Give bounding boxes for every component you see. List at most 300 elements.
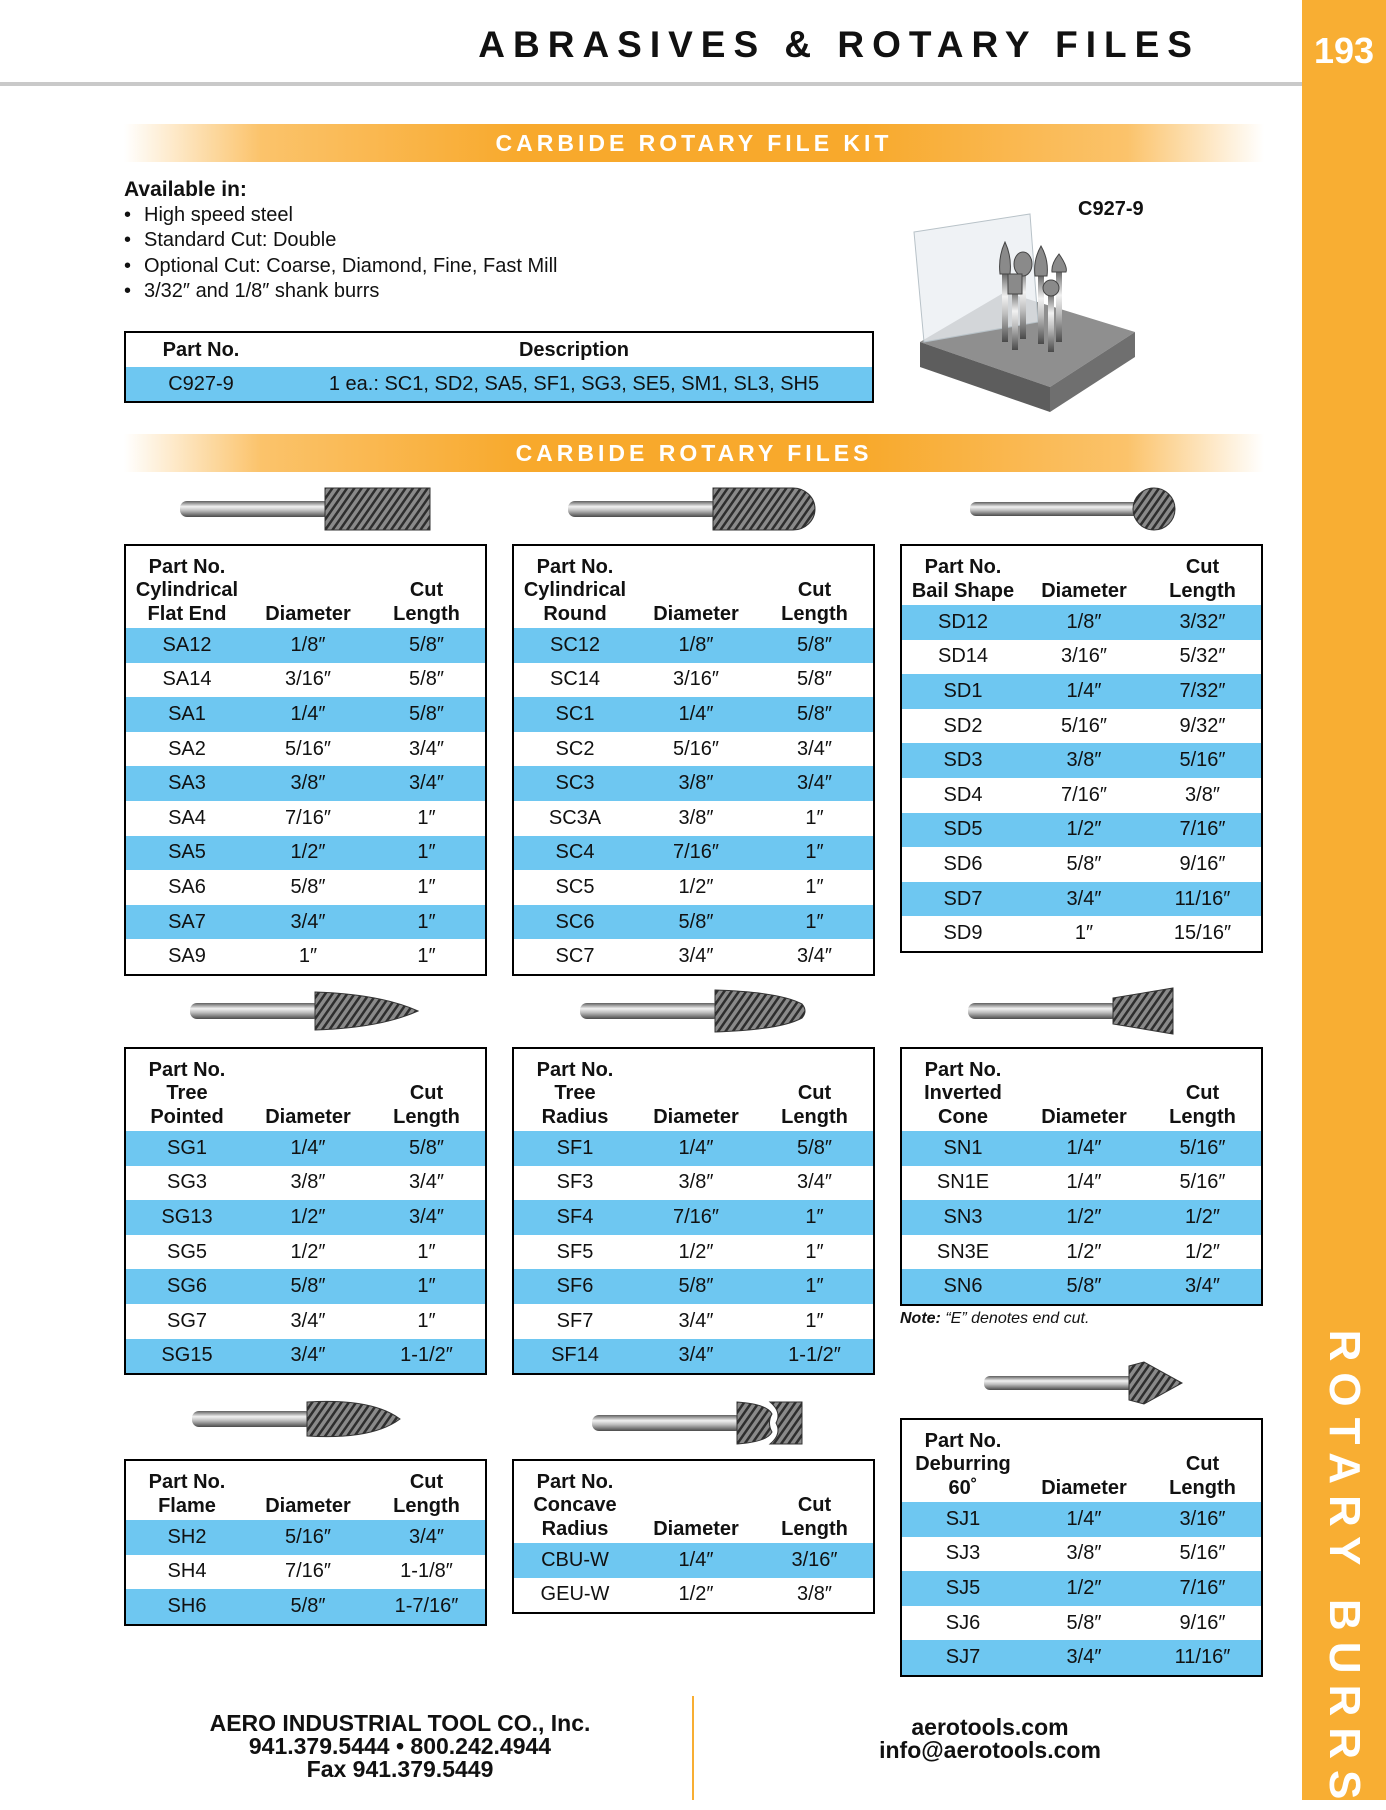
- cell-part: SG5: [166, 1240, 208, 1263]
- col-part-header: [126, 1471, 248, 1518]
- cylindrical-flat-end-burr-image: [180, 484, 440, 534]
- cell-part: SG3: [166, 1171, 208, 1194]
- table-row: [514, 697, 873, 732]
- cell-cut-length: 1-1/2″: [400, 1344, 453, 1367]
- kit-part-number: C927-9: [168, 372, 234, 395]
- table-row: [902, 1200, 1261, 1235]
- header-line: Length: [781, 602, 848, 625]
- header-rule: [0, 82, 1302, 86]
- availability-item: • Optional Cut: Coarse, Diamond, Fine, Fast Mill: [124, 254, 558, 280]
- cell-diameter: 3/16″: [672, 668, 719, 691]
- table-row: [902, 847, 1261, 882]
- cell-cut-length: 5/16″: [1179, 1542, 1226, 1565]
- col-diameter-header: Diameter: [265, 1494, 351, 1517]
- page-title: ABRASIVES & ROTARY FILES: [478, 24, 1200, 65]
- table-body: [902, 1131, 1261, 1304]
- cell-cut-length: 1″: [805, 910, 824, 933]
- header-line: 60˚: [948, 1476, 978, 1499]
- table-body: [126, 1520, 485, 1624]
- cell-cut-length: 1″: [805, 1240, 824, 1263]
- table-row: [902, 709, 1261, 744]
- cell-cut-length: 7/16″: [1179, 1576, 1226, 1599]
- table-row: [514, 836, 873, 871]
- cell-cut-length: 3/16″: [1179, 1507, 1226, 1530]
- table-header: [902, 1420, 1261, 1502]
- cell-cut-length: 7/16″: [1179, 818, 1226, 841]
- cell-part: SH6: [167, 1594, 207, 1617]
- cell-part: SA2: [168, 737, 206, 760]
- cell-diameter: 5/16″: [284, 737, 331, 760]
- cell-diameter: 5/8″: [678, 1275, 714, 1298]
- header-line: Cut: [1185, 556, 1220, 578]
- kit-table-row: [126, 367, 872, 401]
- table-row: [902, 640, 1261, 675]
- cell-diameter: 1/4″: [1066, 1136, 1102, 1159]
- header-line: Length: [1169, 1105, 1236, 1128]
- cell-cut-length: 5/8″: [797, 668, 832, 691]
- cell-part: SA1: [168, 702, 206, 725]
- table-body: [514, 1543, 873, 1612]
- cell-part: SN3: [943, 1205, 983, 1228]
- cell-cut-length: 5/8″: [409, 702, 444, 725]
- col-part-header: [902, 1059, 1024, 1130]
- cell-part: SF14: [551, 1344, 599, 1367]
- table-row: [126, 1166, 485, 1201]
- cell-part: SF3: [556, 1171, 594, 1194]
- cell-diameter: 7/16″: [672, 841, 719, 864]
- table-row: [126, 1131, 485, 1166]
- table-row: [514, 1200, 873, 1235]
- col-diameter-header: Diameter: [265, 602, 351, 625]
- table-header: [514, 1049, 873, 1131]
- table-row: [514, 1304, 873, 1339]
- table-row: [514, 732, 873, 767]
- header-line: Part No.: [924, 556, 1002, 578]
- cell-diameter: 3/8″: [678, 1171, 714, 1194]
- cell-part: SG6: [166, 1275, 208, 1298]
- col-part-header: [902, 1430, 1024, 1501]
- col-diameter-header: Diameter: [1041, 579, 1127, 602]
- cell-diameter: 1/4″: [678, 702, 714, 725]
- header-line: Pointed: [150, 1105, 224, 1128]
- table-row: [126, 939, 485, 974]
- cell-part: SF4: [556, 1205, 594, 1228]
- table-inverted-cone: [900, 1047, 1263, 1306]
- cell-cut-length: 1-1/2″: [788, 1344, 841, 1367]
- cell-diameter: 3/8″: [678, 772, 714, 795]
- col-part-header: [902, 556, 1024, 603]
- cell-diameter: 1/2″: [678, 1240, 714, 1263]
- cell-diameter: 7/16″: [1060, 783, 1107, 806]
- header-line: Bail Shape: [911, 579, 1015, 602]
- cell-diameter: 1/4″: [1066, 679, 1102, 702]
- table-row: [902, 674, 1261, 709]
- col-part-header: [514, 556, 636, 627]
- table-row: [126, 697, 485, 732]
- col-cut-length-header: [1144, 1082, 1261, 1129]
- cell-part: SJ5: [945, 1576, 981, 1599]
- table-body: [126, 1131, 485, 1373]
- col-cut-length-header: [1144, 1453, 1261, 1500]
- col-diameter-header: Diameter: [653, 1105, 739, 1128]
- cell-part: SN3E: [936, 1240, 990, 1263]
- cell-diameter: 3/8″: [678, 806, 714, 829]
- table-header: [902, 1049, 1261, 1131]
- cell-diameter: 5/8″: [1066, 1611, 1102, 1634]
- availability-item: • 3/32″ and 1/8″ shank burrs: [124, 279, 558, 305]
- header-line: Concave: [533, 1494, 617, 1516]
- header-line: Length: [393, 1494, 460, 1517]
- cell-cut-length: 3/4″: [409, 1171, 444, 1194]
- cell-part: SD3: [943, 749, 983, 772]
- cell-part: SD4: [943, 783, 983, 806]
- cell-diameter: 1/2″: [1066, 1205, 1102, 1228]
- cell-diameter: 1/2″: [1066, 1240, 1102, 1263]
- header-line: Length: [781, 1105, 848, 1128]
- table-row: [514, 1578, 873, 1613]
- cell-diameter: 3/4″: [1066, 1646, 1102, 1669]
- table-row: [514, 628, 873, 663]
- cell-diameter: 5/16″: [1060, 714, 1107, 737]
- table-row: [902, 882, 1261, 917]
- table-row: [126, 663, 485, 698]
- cell-cut-length: 3/4″: [797, 772, 832, 795]
- table-tree-pointed: [124, 1047, 487, 1375]
- table-cylindrical-round: [512, 544, 875, 976]
- cell-diameter: 1/8″: [290, 633, 326, 656]
- table-row: [126, 766, 485, 801]
- cell-part: SJ3: [945, 1542, 981, 1565]
- cell-cut-length: 1/2″: [1185, 1240, 1220, 1263]
- kit-col-description: Description: [518, 338, 630, 361]
- header-line: Cut: [797, 579, 832, 601]
- header-line: Part No.: [536, 1470, 614, 1493]
- cell-part: SJ1: [945, 1507, 981, 1530]
- col-diameter-header: Diameter: [653, 1517, 739, 1540]
- cell-cut-length: 1″: [805, 1309, 824, 1332]
- cell-cut-length: 1-1/8″: [400, 1560, 453, 1583]
- cell-cut-length: 9/16″: [1179, 1611, 1226, 1634]
- table-row: [902, 916, 1261, 951]
- table-row: [514, 939, 873, 974]
- header-line: Cut: [1185, 1082, 1220, 1104]
- header-line: Cut: [797, 1494, 832, 1516]
- col-diameter-header: Diameter: [265, 1105, 351, 1128]
- header-line: Tree: [554, 1082, 596, 1104]
- cell-cut-length: 1″: [805, 806, 824, 829]
- cell-diameter: 1/4″: [290, 702, 326, 725]
- cylindrical-round-burr-image: [568, 484, 820, 534]
- cell-diameter: 3/8″: [290, 772, 326, 795]
- kit-box-image: [910, 212, 1140, 417]
- cell-diameter: 1/4″: [678, 1136, 714, 1159]
- header-line: Inverted: [924, 1082, 1002, 1104]
- table-row: [514, 1543, 873, 1578]
- cell-cut-length: 5/32″: [1179, 645, 1226, 668]
- col-cut-length-header: [1144, 556, 1261, 603]
- table-row: [902, 1571, 1261, 1606]
- table-row: [514, 1131, 873, 1166]
- cell-part: SC6: [555, 910, 595, 933]
- cell-cut-length: 11/16″: [1174, 887, 1231, 910]
- cell-cut-length: 3/32″: [1179, 610, 1226, 633]
- table-body: [514, 628, 873, 974]
- table-row: [126, 870, 485, 905]
- table-flame: [124, 1459, 487, 1626]
- cell-cut-length: 1″: [805, 841, 824, 864]
- cell-diameter: 5/16″: [284, 1525, 331, 1548]
- cell-diameter: 1″: [298, 945, 318, 968]
- cell-diameter: 1/8″: [1066, 610, 1102, 633]
- cell-part: SA6: [168, 875, 206, 898]
- table-row: [126, 732, 485, 767]
- table-body: [126, 628, 485, 974]
- cell-part: SA4: [168, 806, 206, 829]
- cell-part: CBU-W: [541, 1548, 609, 1571]
- header-line: Cut: [409, 579, 444, 601]
- cell-diameter: 1/4″: [290, 1136, 326, 1159]
- table-header: [126, 1049, 485, 1131]
- header-line: Deburring: [915, 1453, 1011, 1475]
- cell-part: SN1: [943, 1136, 983, 1159]
- table-row: [902, 605, 1261, 640]
- cell-part: SN1E: [936, 1171, 990, 1194]
- kit-band: CARBIDE ROTARY FILE KIT: [124, 124, 1264, 162]
- cell-part: SG7: [166, 1309, 208, 1332]
- kit-description: 1 ea.: SC1, SD2, SA5, SF1, SG3, SE5, SM1, SL3, SH5: [328, 372, 820, 395]
- cell-cut-length: 1″: [417, 1240, 436, 1263]
- side-label-text: ROTARY BURRS: [1320, 1329, 1369, 1810]
- cell-diameter: 1/8″: [678, 633, 714, 656]
- cell-cut-length: 9/16″: [1179, 852, 1226, 875]
- table-row: [126, 1555, 485, 1590]
- cell-cut-length: 3/4″: [1185, 1275, 1220, 1298]
- cell-part: SC14: [549, 668, 601, 691]
- header-line: Cut: [1185, 1453, 1220, 1475]
- note-text: “E” denotes end cut.: [945, 1310, 1090, 1327]
- page-number: 193: [1313, 30, 1375, 71]
- email-link[interactable]: info@aerotools.com: [879, 1737, 1101, 1763]
- cell-diameter: 1/2″: [678, 1583, 714, 1606]
- cell-cut-length: 5/16″: [1179, 1136, 1226, 1159]
- cell-part: SF1: [556, 1136, 594, 1159]
- footer-divider: [692, 1696, 694, 1800]
- inverted-cone-burr-image: [968, 986, 1180, 1036]
- col-part-header: [126, 556, 248, 627]
- table-deburring: [900, 1418, 1263, 1677]
- header-line: Part No.: [924, 1058, 1002, 1081]
- side-label: [1302, 1329, 1386, 1810]
- cell-cut-length: 15/16″: [1173, 922, 1232, 945]
- table-body: [902, 605, 1261, 951]
- website-link[interactable]: aerotools.com: [911, 1714, 1069, 1740]
- header-line: Length: [1169, 579, 1236, 602]
- cell-cut-length: 5/8″: [797, 1136, 832, 1159]
- cell-cut-length: 3/8″: [797, 1583, 832, 1606]
- table-body: [902, 1502, 1261, 1675]
- cell-part: SF7: [556, 1309, 594, 1332]
- header-line: Cut: [797, 1082, 832, 1104]
- table-ball-shape: [900, 544, 1263, 953]
- cell-part: SG1: [166, 1136, 208, 1159]
- table-header: [514, 546, 873, 628]
- header-line: Tree: [166, 1082, 208, 1104]
- col-diameter-header: Diameter: [653, 602, 739, 625]
- cell-part: SN6: [943, 1275, 983, 1298]
- cell-part: SG15: [161, 1344, 213, 1367]
- cell-diameter: 3/4″: [290, 910, 326, 933]
- header-line: Length: [393, 602, 460, 625]
- cell-diameter: 3/8″: [290, 1171, 326, 1194]
- cell-diameter: 7/16″: [284, 806, 331, 829]
- cell-cut-length: 5/16″: [1179, 749, 1226, 772]
- table-row: [902, 778, 1261, 813]
- cell-part: SD7: [943, 887, 983, 910]
- cell-part: SC1: [555, 702, 595, 725]
- header-line: Length: [781, 1517, 848, 1540]
- cell-part: SC5: [555, 875, 595, 898]
- cell-diameter: 5/8″: [1066, 1275, 1102, 1298]
- cell-part: SC12: [549, 633, 601, 656]
- table-row: [902, 743, 1261, 778]
- cell-cut-length: 5/8″: [409, 633, 444, 656]
- table-header: [902, 546, 1261, 605]
- table-row: [514, 870, 873, 905]
- cell-cut-length: 1/2″: [1185, 1205, 1220, 1228]
- table-row: [514, 663, 873, 698]
- cell-diameter: 3/4″: [290, 1344, 326, 1367]
- table-header: [126, 1461, 485, 1520]
- table-row: [902, 1235, 1261, 1270]
- header-line: Flame: [158, 1494, 216, 1517]
- cell-cut-length: 1″: [417, 1275, 436, 1298]
- cell-diameter: 1/4″: [1066, 1171, 1102, 1194]
- cell-part: SA14: [162, 668, 212, 691]
- end-cut-note: [900, 1310, 1089, 1328]
- cell-part: SA12: [162, 633, 212, 656]
- cell-diameter: 7/16″: [672, 1205, 719, 1228]
- cell-diameter: 3/4″: [678, 1344, 714, 1367]
- header-line: Part No.: [148, 1058, 226, 1081]
- table-row: [126, 1589, 485, 1624]
- kit-col-part: Part No.: [162, 338, 240, 361]
- table-row: [126, 1520, 485, 1555]
- cell-part: SD5: [943, 818, 983, 841]
- cell-cut-length: 1-7/16″: [394, 1594, 459, 1617]
- table-row: [902, 1537, 1261, 1572]
- cell-cut-length: 3/4″: [409, 772, 444, 795]
- availability-item: • Standard Cut: Double: [124, 228, 558, 254]
- cell-diameter: 5/8″: [678, 910, 714, 933]
- table-row: [514, 766, 873, 801]
- table-row: [126, 1339, 485, 1374]
- cell-cut-length: 11/16″: [1174, 1646, 1231, 1669]
- cell-cut-length: 3/4″: [797, 737, 832, 760]
- cell-part: SC2: [555, 737, 595, 760]
- cell-diameter: 1/2″: [290, 841, 326, 864]
- header-line: Part No.: [536, 1058, 614, 1081]
- kit-image-label: C927-9: [1078, 198, 1144, 220]
- col-cut-length-header: [368, 1082, 485, 1129]
- cell-cut-length: 3/16″: [791, 1548, 838, 1571]
- header-line: Length: [393, 1105, 460, 1128]
- cell-part: SJ7: [945, 1646, 981, 1669]
- cell-part: SC4: [555, 841, 595, 864]
- cell-diameter: 3/16″: [284, 668, 331, 691]
- col-cut-length-header: [756, 579, 873, 626]
- cell-part: SA3: [168, 772, 206, 795]
- table-row: [126, 801, 485, 836]
- table-row: [902, 1269, 1261, 1304]
- table-row: [126, 1269, 485, 1304]
- cell-diameter: 1/4″: [1066, 1507, 1102, 1530]
- kit-table: [124, 331, 874, 403]
- header-line: Round: [543, 602, 607, 625]
- col-cut-length-header: [756, 1494, 873, 1541]
- cell-part: SD12: [937, 610, 989, 633]
- table-tree-radius: [512, 1047, 875, 1375]
- table-row: [902, 813, 1261, 848]
- cell-part: SF5: [556, 1240, 594, 1263]
- cell-part: SA9: [168, 945, 206, 968]
- cell-part: SJ6: [945, 1611, 981, 1634]
- cell-cut-length: 1″: [417, 1309, 436, 1332]
- cell-part: SC3A: [548, 806, 602, 829]
- cell-cut-length: 1″: [417, 910, 436, 933]
- header-line: Part No.: [536, 555, 614, 578]
- cell-cut-length: 5/8″: [797, 702, 832, 725]
- header-line: Cut: [409, 1082, 444, 1104]
- company-phones: 941.379.5444 • 800.242.4944: [248, 1733, 552, 1759]
- cell-diameter: 3/8″: [1066, 749, 1102, 772]
- cell-part: SC7: [555, 945, 595, 968]
- table-row: [902, 1166, 1261, 1201]
- cell-diameter: 3/4″: [678, 945, 714, 968]
- deburring-burr-image: [984, 1358, 1184, 1408]
- table-row: [126, 1235, 485, 1270]
- cell-part: SG13: [161, 1205, 213, 1228]
- table-row: [126, 836, 485, 871]
- cell-cut-length: 5/16″: [1179, 1171, 1226, 1194]
- cell-part: SD9: [943, 922, 983, 945]
- header-line: Cylindrical: [523, 579, 627, 601]
- cell-cut-length: 1″: [805, 875, 824, 898]
- cell-cut-length: 3/8″: [1185, 783, 1220, 806]
- files-band: CARBIDE ROTARY FILES: [124, 434, 1264, 472]
- table-row: [514, 1339, 873, 1374]
- cell-part: SD14: [937, 645, 989, 668]
- table-row: [126, 628, 485, 663]
- cell-diameter: 3/4″: [290, 1309, 326, 1332]
- table-row: [902, 1502, 1261, 1537]
- col-cut-length-header: [368, 1471, 485, 1518]
- header-line: Cone: [938, 1105, 988, 1128]
- cell-cut-length: 3/4″: [797, 945, 832, 968]
- col-cut-length-header: [756, 1082, 873, 1129]
- cell-cut-length: 3/4″: [409, 737, 444, 760]
- cell-diameter: 1/2″: [678, 875, 714, 898]
- flame-burr-image: [192, 1394, 402, 1444]
- concave-radius-burr-image: [592, 1398, 810, 1448]
- header-line: Radius: [541, 1517, 609, 1540]
- cell-cut-length: 5/8″: [797, 633, 832, 656]
- table-row: [514, 1269, 873, 1304]
- cell-part: SH4: [167, 1560, 207, 1583]
- col-part-header: [126, 1059, 248, 1130]
- cell-cut-length: 1″: [417, 875, 436, 898]
- kit-table-header: [126, 333, 872, 367]
- col-diameter-header: Diameter: [1041, 1105, 1127, 1128]
